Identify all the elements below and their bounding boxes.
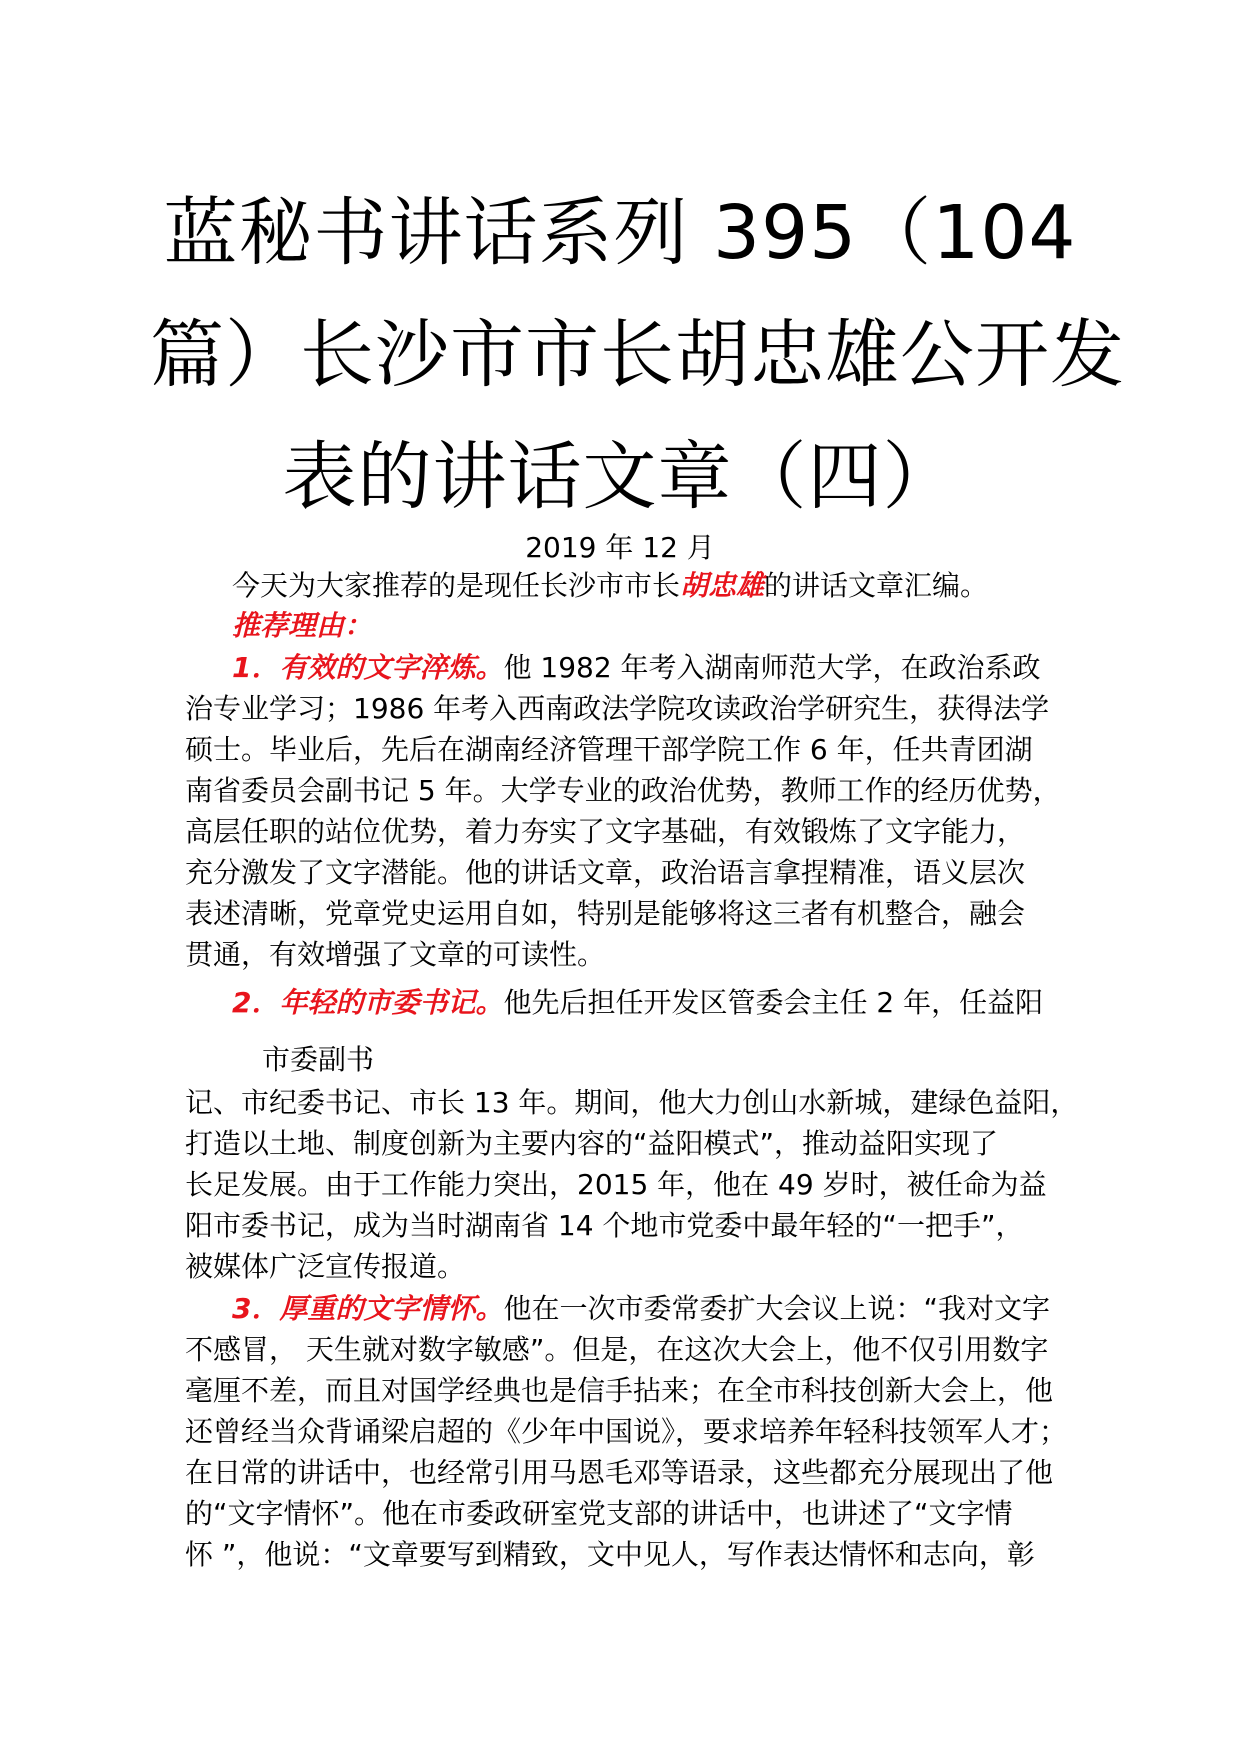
reason-3-line: 还曾经当众背诵梁启超的《少年中国说》，要求培养年轻科技领军人才；	[185, 1415, 1068, 1448]
reasons-heading: 推荐理由：	[232, 609, 373, 642]
title-line-1: 蓝秘书讲话系列 395（104	[163, 190, 1077, 276]
reason-2-line: 长足发展。由于工作能力突出，2015 年，他在 49 岁时，被任命为益	[185, 1168, 1047, 1201]
reason-1-line: 充分激发了文字潜能。他的讲话文章，政治语言拿捏精准，语义层次	[185, 856, 1026, 889]
reason-1-line: 高层任职的站位优势，着力夯实了文字基础，有效锻炼了文字能力，	[185, 815, 1026, 848]
reason-1-line: 南省委员会副书记 5 年。大学专业的政治优势，教师工作的经历优势，	[185, 774, 1061, 807]
title-line-3: 表的讲话文章（四）	[282, 434, 958, 520]
reason-2-line: 记、市纪委书记、市长 13 年。期间，他大力创山水新城，建绿色益阳，	[185, 1086, 1079, 1119]
reason-2-line: 被媒体广泛宣传报道。	[185, 1250, 466, 1283]
intro-text-before: 今天为大家推荐的是现任长沙市市长	[232, 569, 681, 602]
reason-1-line: 他 1982 年考入湖南师范大学，在政治系政	[503, 651, 1041, 684]
reason-3-line: 他在一次市委常委扩大会议上说：“我对文字	[503, 1292, 1050, 1325]
reason-1-line: 硕士。毕业后，先后在湖南经济管理干部学院工作 6 年，任共青团湖	[185, 733, 1033, 766]
reason-1-line: 表述清晰，党章党史运用自如，特别是能够将这三者有机整合，融会	[185, 897, 1026, 930]
document-date: 2019 年 12 月	[525, 531, 715, 564]
reason-3-line: 毫厘不差，而且对国学经典也是信手拈来；在全市科技创新大会上，他	[185, 1374, 1054, 1407]
reason-2-first-line	[232, 983, 1043, 1023]
reason-3-line: 的“文字情怀”。他在市委政研室党支部的讲话中，也讲述了“文字情	[185, 1497, 1013, 1530]
reason-3-heading: 3．厚重的文字情怀。	[232, 1292, 504, 1325]
reason-2-line: 市委副书	[262, 1043, 375, 1076]
reason-3-line: 怀 ”，他说：“文章要写到精致，文中见人，写作表达情怀和志向，彰	[185, 1538, 1035, 1571]
reason-3-line: 在日常的讲话中，也经常引用马恩毛邓等语录，这些都充分展现出了他	[185, 1456, 1054, 1489]
reason-1-heading: 1．有效的文字淬炼。	[232, 651, 504, 684]
reason-3-line: 不感冒， 天生就对数字敏感”。但是，在这次大会上，他不仅引用数字	[185, 1333, 1049, 1366]
reason-1-line: 治专业学习；1986 年考入西南政法学院攻读政治学研究生，获得法学	[185, 692, 1050, 725]
reason-2-heading: 2．年轻的市委书记。	[232, 986, 504, 1019]
intro-paragraph	[232, 566, 988, 606]
intro-text-after: 的讲话文章汇编。	[764, 569, 989, 602]
reason-3-first-line	[232, 1289, 1050, 1329]
reason-2-line: 阳市委书记，成为当时湖南省 14 个地市党委中最年轻的“一把手”，	[185, 1209, 1024, 1242]
intro-name-highlight: 胡忠雄	[680, 569, 765, 602]
reason-2-line: 打造以土地、制度创新为主要内容的“益阳模式”，推动益阳实现了	[185, 1127, 999, 1160]
reason-1-line: 贯通，有效增强了文章的可读性。	[185, 938, 606, 971]
reason-1-first-line	[232, 648, 1041, 688]
reason-2-line: 他先后担任开发区管委会主任 2 年，任益阳	[503, 986, 1044, 1019]
title-line-2: 篇）长沙市市长胡忠雄公开发	[150, 312, 1125, 398]
document-title	[150, 172, 1125, 538]
